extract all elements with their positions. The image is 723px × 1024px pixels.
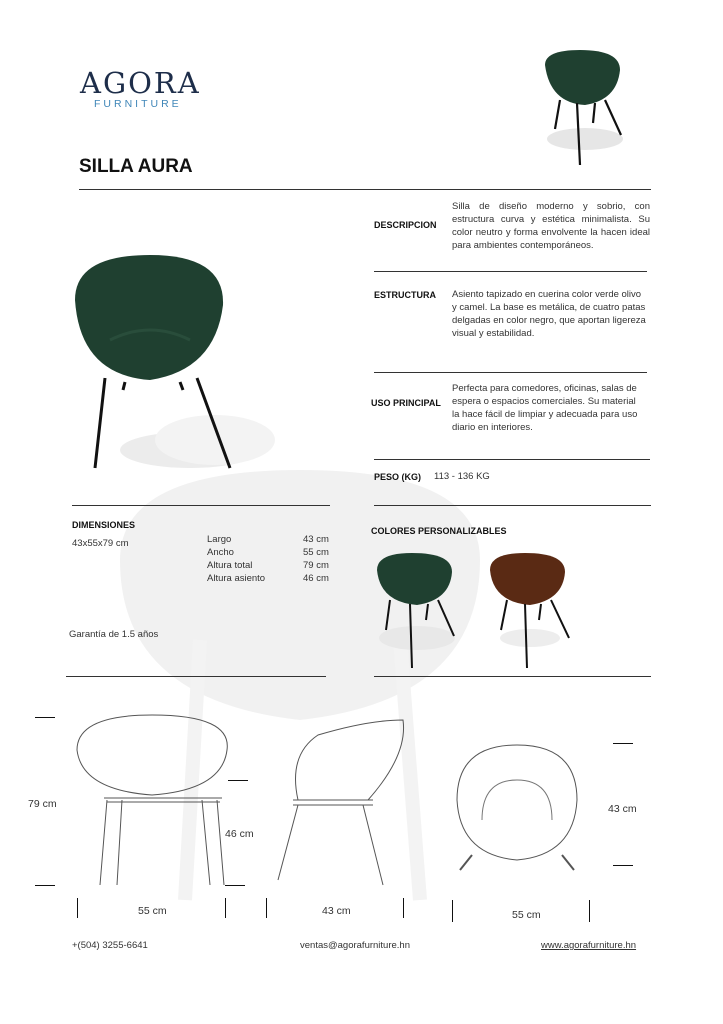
footer-website-link[interactable]: www.agorafurniture.hn xyxy=(541,940,637,951)
title-divider xyxy=(79,189,651,190)
descripcion-text: Silla de diseño moderno y sobrio, con estructura curva y estética minimalista. Su color neutro y forma envolvente la hacen ideal para ambientes contemporáneos. xyxy=(452,201,650,251)
dim-row-largo-name: Largo xyxy=(207,534,232,545)
brand-tagline: FURNITURE xyxy=(94,98,182,110)
top-depth-label: 43 cm xyxy=(608,803,637,815)
descripcion-label: DESCRIPCION xyxy=(374,220,437,230)
dim-row-ancho-name: Ancho xyxy=(207,547,234,558)
page-title: SILLA AURA xyxy=(79,156,193,177)
seat-marker-bottom xyxy=(225,885,245,886)
dimensions-divider-top xyxy=(72,505,330,506)
dim-row-largo-value: 43 cm xyxy=(303,534,329,545)
colors-label: COLORES PERSONALIZABLES xyxy=(371,526,507,536)
height-marker-bottom xyxy=(35,885,55,886)
height-total-label: 79 cm xyxy=(28,798,57,810)
dimensions-divider-bottom xyxy=(66,676,326,677)
warranty-text: Garantía de 1.5 años xyxy=(69,629,159,640)
top-width-label: 55 cm xyxy=(512,909,541,921)
top-width-marker-left xyxy=(452,900,453,922)
seat-height-label: 46 cm xyxy=(225,828,254,840)
brand-logo: AGORA xyxy=(80,66,201,100)
drawing-top-view xyxy=(452,740,592,880)
estructura-text: Asiento tapizado en cuerina color verde olivo y camel. La base es metálica, de cuatro patas delgadas en color negro, que aportan ligereza visual y estabilidad. xyxy=(452,289,646,339)
front-width-label: 55 cm xyxy=(138,905,167,917)
dim-row-ancho-value: 55 cm xyxy=(303,547,329,558)
chair-small-top-image xyxy=(535,45,635,175)
footer-email-link[interactable]: ventas@agorafurniture.hn xyxy=(300,940,410,951)
top-depth-marker-bottom xyxy=(613,865,633,866)
estructura-divider xyxy=(374,372,647,373)
front-width-marker-right xyxy=(225,898,226,918)
dim-row-altura-name: Altura total xyxy=(207,560,253,571)
color-swatch-camel-chair xyxy=(485,550,585,680)
peso-value: 113 - 136 KG xyxy=(434,471,490,482)
dimensions-label: DIMENSIONES xyxy=(72,520,136,530)
dim-row-altura-value: 79 cm xyxy=(303,560,329,571)
dim-row-asiento-value: 46 cm xyxy=(303,573,329,584)
uso-principal-label: USO PRINCIPAL xyxy=(371,398,441,408)
estructura-label: ESTRUCTURA xyxy=(374,290,436,300)
peso-label: PESO (KG) xyxy=(374,472,422,482)
seat-marker-top xyxy=(228,780,248,781)
uso-principal-text: Perfecta para comedores, oficinas, salas de espera o espacios comerciales. Su material la hace fácil de limpiar y adecuada para uso diario en interiores. xyxy=(452,383,638,433)
drawing-side-view xyxy=(268,715,418,905)
front-width-marker-left xyxy=(77,898,78,918)
color-swatch-green-chair xyxy=(372,550,472,680)
height-marker-top xyxy=(35,717,55,718)
chair-main-image xyxy=(65,250,285,490)
descripcion-divider xyxy=(374,271,647,272)
drawing-front-view xyxy=(72,710,252,900)
dimensions-summary: 43x55x79 cm xyxy=(72,538,129,549)
uso-divider xyxy=(374,459,650,460)
side-depth-marker-right xyxy=(403,898,404,918)
top-depth-marker-top xyxy=(613,743,633,744)
peso-divider xyxy=(374,505,651,506)
colors-divider xyxy=(374,676,651,677)
footer-phone: +(504) 3255-6641 xyxy=(72,940,148,951)
top-width-marker-right xyxy=(589,900,590,922)
dim-row-asiento-name: Altura asiento xyxy=(207,573,266,584)
side-depth-label: 43 cm xyxy=(322,905,351,917)
side-depth-marker-left xyxy=(266,898,267,918)
